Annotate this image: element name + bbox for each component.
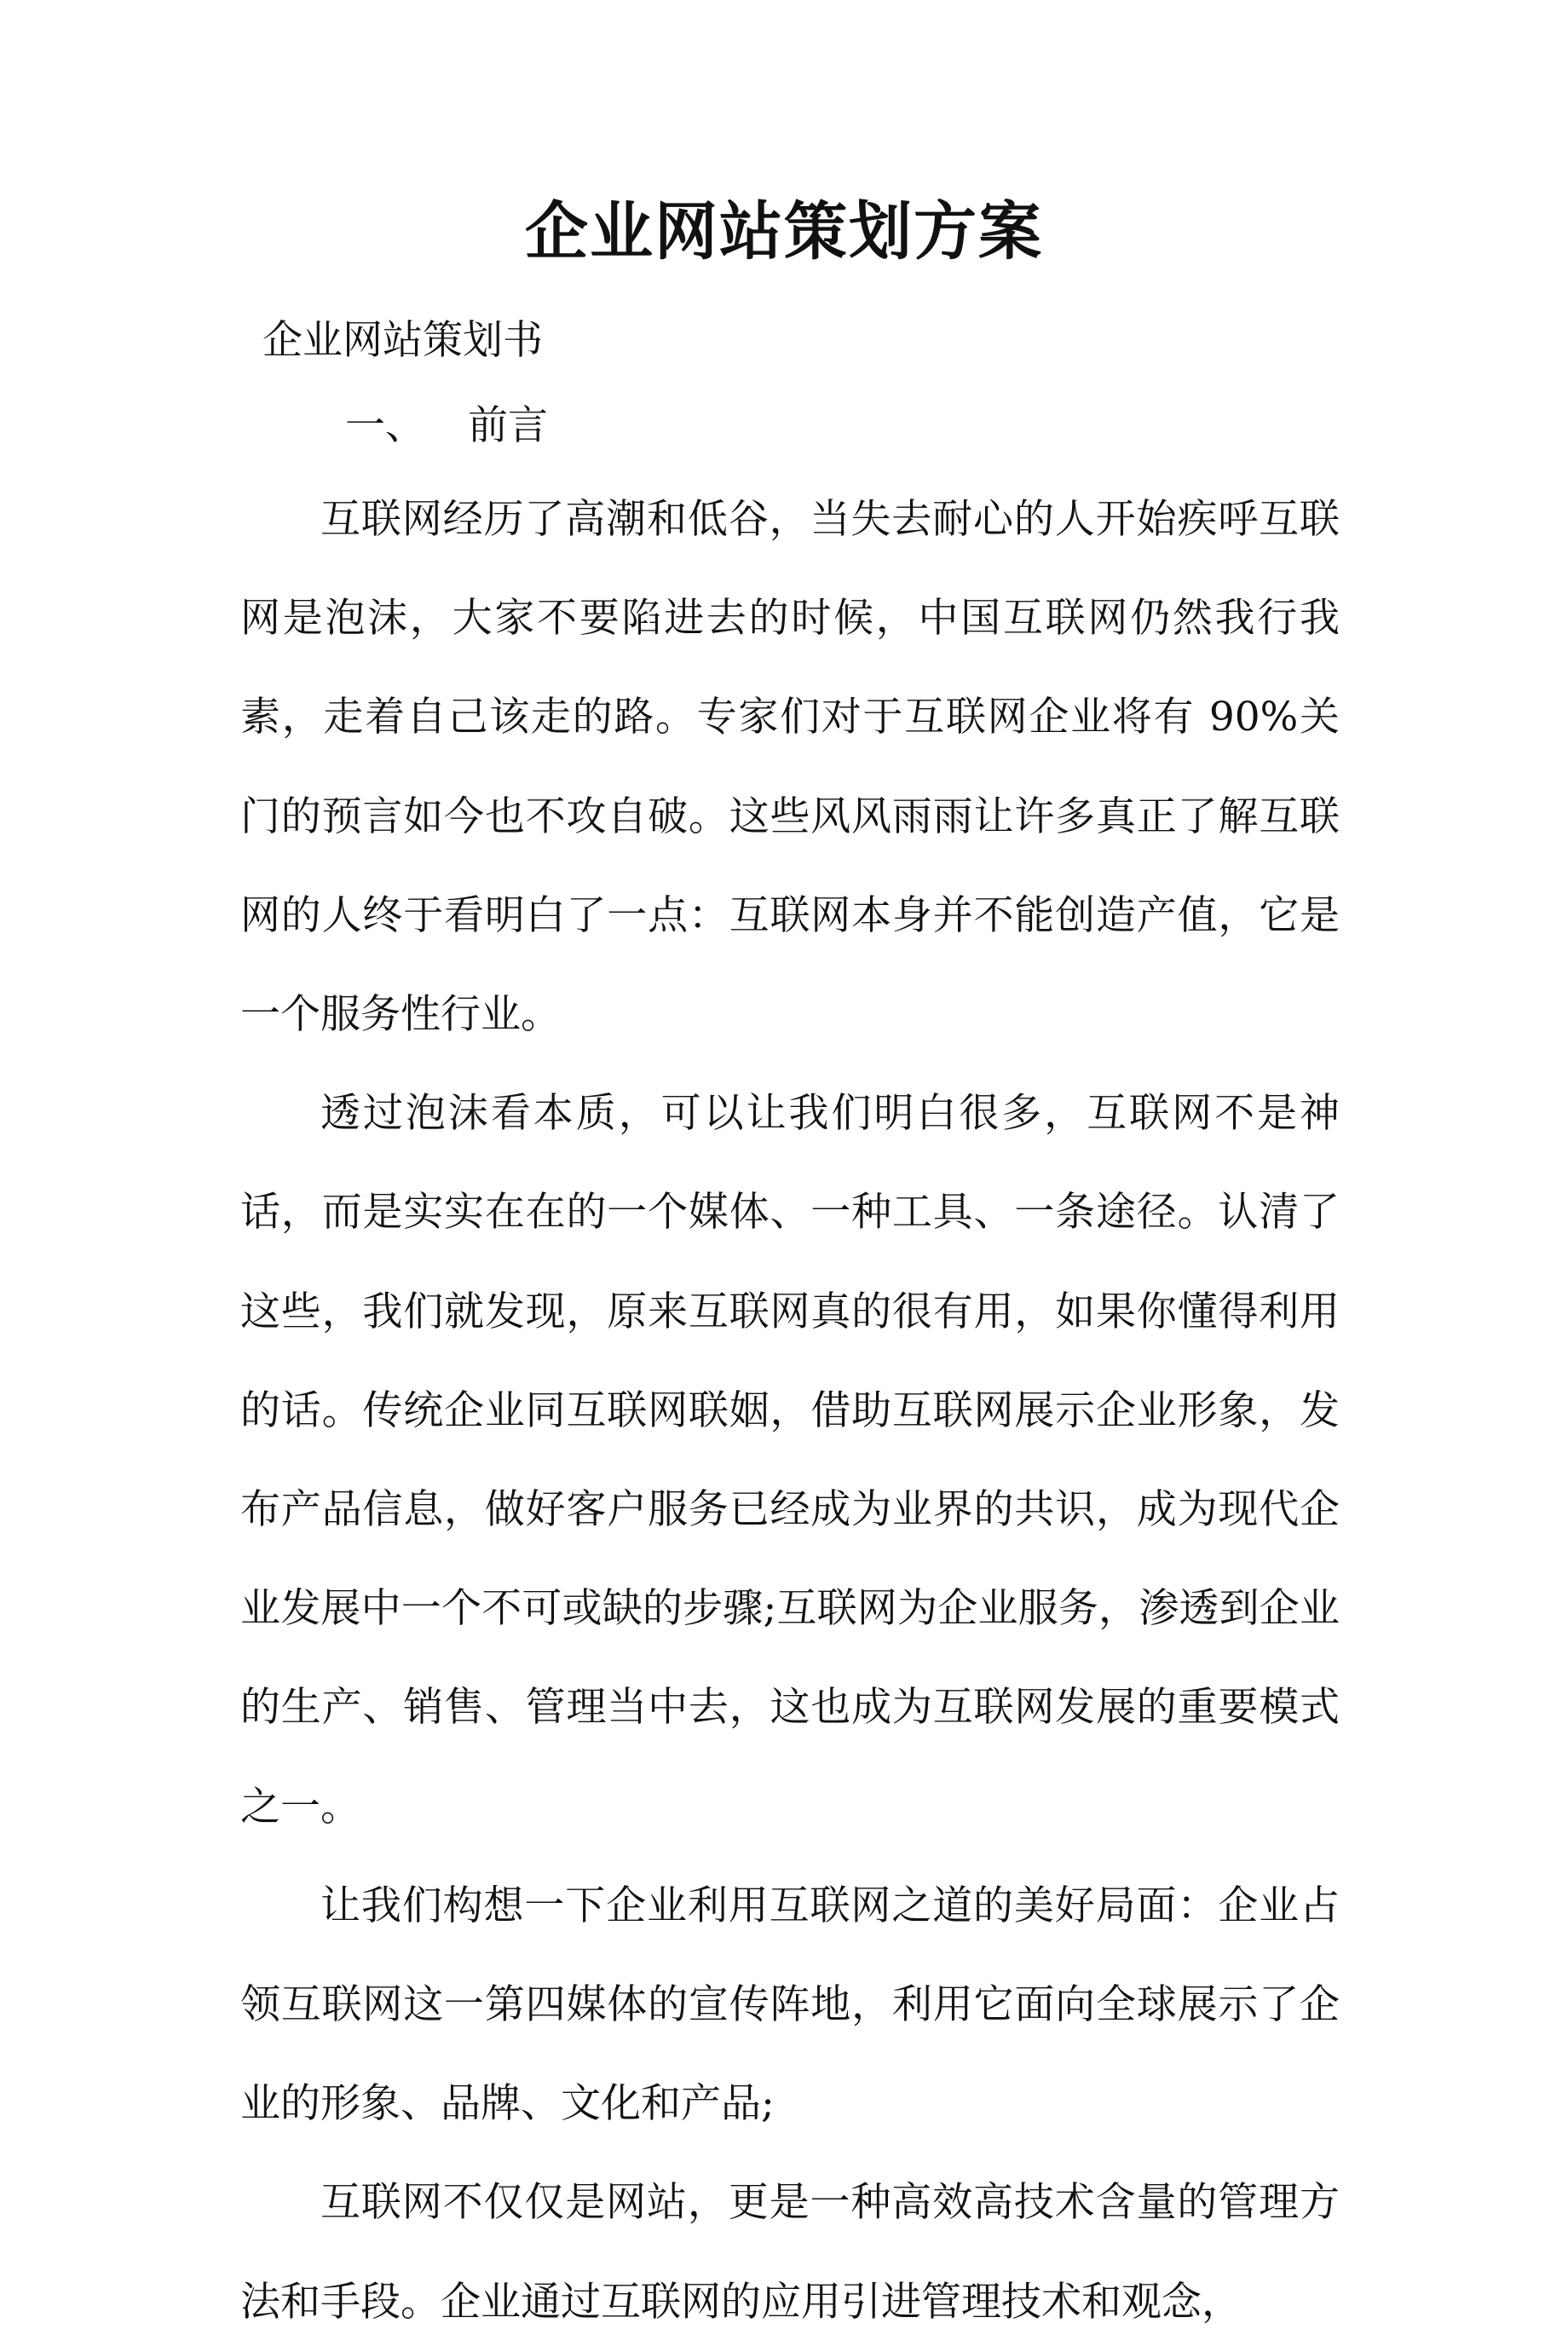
paragraph: 互联网不仅仅是网站，更是一种高效高技术含量的管理方法和手段。企业通过互联网的应用引进管理技术和观念，: [240, 2179, 1340, 2326]
document-subtitle: 企业网站策划书: [262, 317, 543, 364]
paragraph: 互联网经历了高潮和低谷，当失去耐心的人开始疾呼互联网是泡沫，大家不要陷进去的时候，中国互联网仍然我行我素，走着自己该走的路。专家们对于互联网企业将有 90%关门的预言如今也不攻自破。这些风风雨雨让许多真正了解互联网的人终于看明白了一点：互联网本身并不能创造产值，它是一个服务性行业。: [240, 496, 1340, 1039]
paragraph: 让我们构想一下企业利用互联网之道的美好局面：企业占领互联网这一第四媒体的宣传阵地，利用它面向全球展示了企业的形象、品牌、文化和产品;: [240, 1882, 1340, 2128]
section-number: 一、: [345, 402, 425, 449]
body-text: [240, 470, 1340, 2352]
paragraph: 透过泡沫看本质，可以让我们明白很多，互联网不是神话，而是实实在在的一个媒体、一种工具、一条途径。认清了这些，我们就发现，原来互联网真的很有用，如果你懂得利用的话。传统企业同互联网联姻，借助互联网展示企业形象，发布产品信息，做好客户服务已经成为业界的共识，成为现代企业发展中一个不可或缺的步骤;互联网为企业服务，渗透到企业的生产、销售、管理当中去，这也成为互联网发展的重要模式之一。: [240, 1090, 1340, 1830]
section-title: 前言: [468, 402, 548, 449]
section-heading: [345, 396, 548, 456]
document-title: 企业网站策划方案: [525, 195, 1043, 268]
